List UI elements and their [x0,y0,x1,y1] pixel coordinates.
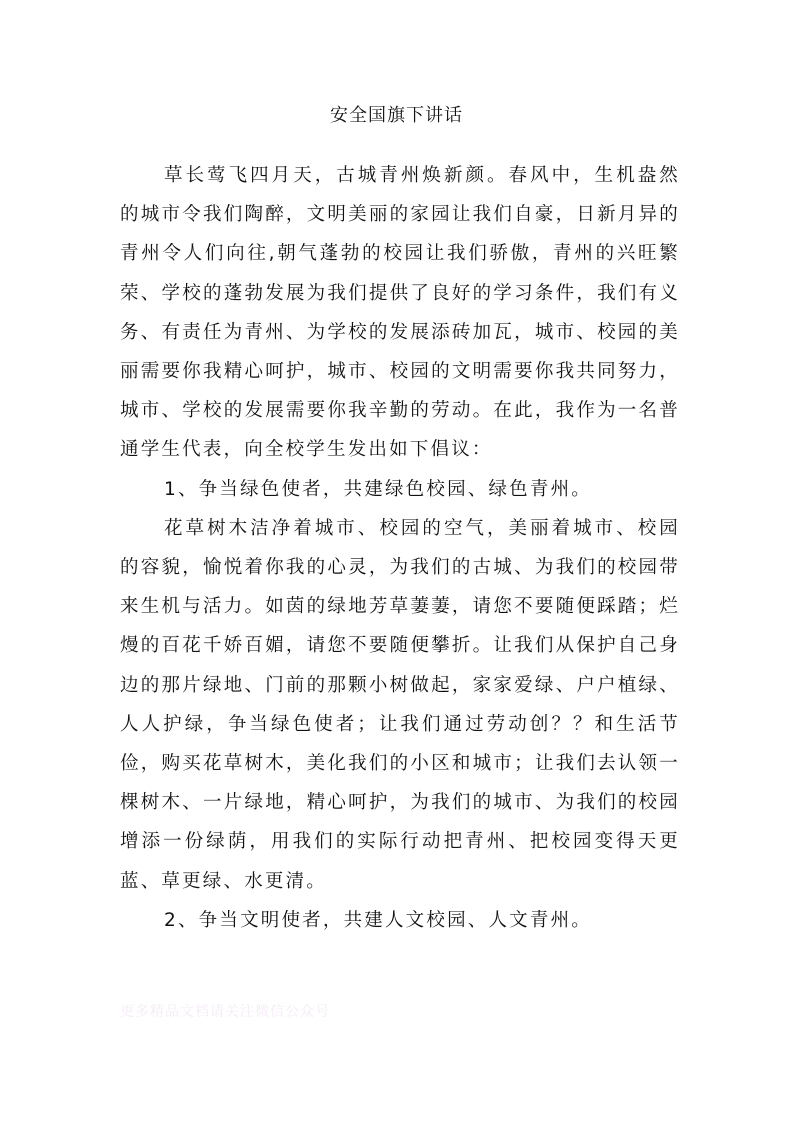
paragraph-proposal-1-heading: 1、争当绿色使者，共建绿色校园、绿色青州。 [164,478,592,500]
document-body [120,156,680,940]
faint-watermark-text: 更多精品文档请关注微信公众号 [120,1004,330,1020]
paragraph-intro: 草长莺飞四月天，古城青州焕新颜。春风中，生机盎然的城市令我们陶醉，文明美丽的家园让我们自豪，日新月异的青州令人们向往,朝气蓬勃的校园让我们骄傲，青州的兴旺繁荣、学校的蓬勃发展为我们提供了良好的学习条件，我们有义务、有责任为青州、为学校的发展添砖加瓦，城市、校园的美丽需要你我精心呵护，城市、校园的文明需要你我共同努力，城市、学校的发展需要你我辛勤的劳动。在此，我作为一名普通学生代表，向全校学生发出如下倡议： [120,165,680,461]
paragraph-proposal-2-heading: 2、争当文明使者，共建人文校园、人文青州。 [164,909,592,931]
document-title: 安全国旗下讲话 [330,105,463,126]
paragraph-proposal-1-body: 花草树木洁净着城市、校园的空气，美丽着城市、校园的容貌，愉悦着你我的心灵，为我们的古城、为我们的校园带来生机与活力。如茵的绿地芳草萋萋，请您不要随便踩踏；烂熳的百花千娇百媚，请您不要随便攀折。让我们从保护自己身边的那片绿地、门前的那颗小树做起，家家爱绿、户户植绿、人人护绿，争当绿色使者；让我们通过劳动创？？和生活节俭，购买花草树木，美化我们的小区和城市；让我们去认领一棵树木、一片绿地，精心呵护，为我们的城市、为我们的校园增添一份绿荫，用我们的实际行动把青州、把校园变得天更蓝、草更绿、水更清。 [120,517,680,892]
